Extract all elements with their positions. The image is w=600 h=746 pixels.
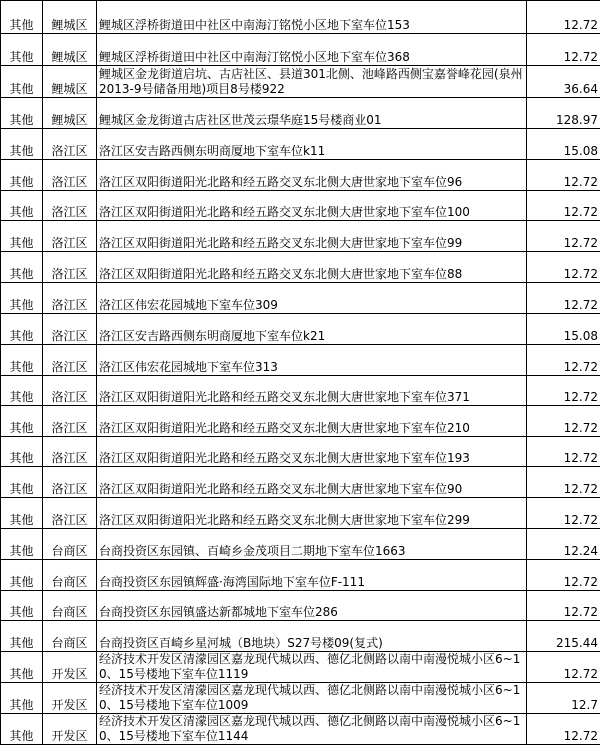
table-row bbox=[1, 221, 600, 252]
category-cell: 其他 bbox=[1, 345, 43, 376]
table-row bbox=[1, 591, 600, 621]
district-cell: 台商区 bbox=[43, 560, 97, 591]
category-cell: 其他 bbox=[1, 1, 43, 34]
description-cell: 洛江区双阳街道阳光北路和经五路交叉东北侧大唐世家地下室车位100 bbox=[97, 191, 527, 221]
amount-cell: 12.72 bbox=[527, 591, 600, 621]
district-cell: 洛江区 bbox=[43, 221, 97, 252]
category-cell: 其他 bbox=[1, 591, 43, 621]
description-cell: 洛江区伟宏花园城地下室车位313 bbox=[97, 345, 527, 376]
category-cell: 其他 bbox=[1, 560, 43, 591]
district-cell: 洛江区 bbox=[43, 191, 97, 221]
amount-cell: 12.72 bbox=[527, 376, 600, 406]
table-row bbox=[1, 34, 600, 66]
district-cell: 台商区 bbox=[43, 621, 97, 652]
district-cell: 台商区 bbox=[43, 591, 97, 621]
description-cell: 台商投资区东园镇、百崎乡金茂项目二期地下室车位1663 bbox=[97, 529, 527, 560]
district-cell: 洛江区 bbox=[43, 283, 97, 314]
category-cell: 其他 bbox=[1, 283, 43, 314]
description-cell: 经济技术开发区清濛园区嘉龙现代城以西、德亿北侧路以南中南漫悦城小区6~10、15号楼地下室车位1144 bbox=[97, 714, 527, 745]
table-row bbox=[1, 129, 600, 160]
amount-cell: 12.24 bbox=[527, 529, 600, 560]
amount-cell: 12.72 bbox=[527, 652, 600, 683]
amount-cell: 12.72 bbox=[527, 191, 600, 221]
district-cell: 鲤城区 bbox=[43, 98, 97, 129]
category-cell: 其他 bbox=[1, 160, 43, 191]
description-cell: 洛江区双阳街道阳光北路和经五路交叉东北侧大唐世家地下室车位88 bbox=[97, 252, 527, 283]
description-cell: 台商投资区东园镇辉盛·海湾国际地下室车位F-111 bbox=[97, 560, 527, 591]
amount-cell: 12.72 bbox=[527, 345, 600, 376]
table-row bbox=[1, 406, 600, 437]
amount-cell: 215.44 bbox=[527, 621, 600, 652]
category-cell: 其他 bbox=[1, 314, 43, 345]
category-cell: 其他 bbox=[1, 621, 43, 652]
description-cell: 鲤城区浮桥街道田中社区中南海汀铭悦小区地下室车位368 bbox=[97, 34, 527, 66]
district-cell: 洛江区 bbox=[43, 498, 97, 529]
description-cell: 经济技术开发区清濛园区嘉龙现代城以西、德亿北侧路以南中南漫悦城小区6~10、15号楼地下室车位1009 bbox=[97, 683, 527, 714]
table-row bbox=[1, 621, 600, 652]
amount-cell: 12.72 bbox=[527, 714, 600, 745]
amount-cell: 12.72 bbox=[527, 560, 600, 591]
district-cell: 开发区 bbox=[43, 714, 97, 745]
category-cell: 其他 bbox=[1, 683, 43, 714]
district-cell: 开发区 bbox=[43, 652, 97, 683]
category-cell: 其他 bbox=[1, 467, 43, 498]
amount-cell: 12.72 bbox=[527, 498, 600, 529]
description-cell: 洛江区双阳街道阳光北路和经五路交叉东北侧大唐世家地下室车位299 bbox=[97, 498, 527, 529]
amount-cell: 12.72 bbox=[527, 406, 600, 437]
table-row bbox=[1, 1, 600, 34]
district-cell: 洛江区 bbox=[43, 467, 97, 498]
table-row bbox=[1, 467, 600, 498]
district-cell: 洛江区 bbox=[43, 160, 97, 191]
amount-cell: 12.72 bbox=[527, 252, 600, 283]
district-cell: 洛江区 bbox=[43, 437, 97, 467]
table-row bbox=[1, 314, 600, 345]
district-cell: 洛江区 bbox=[43, 376, 97, 406]
description-cell: 洛江区双阳街道阳光北路和经五路交叉东北侧大唐世家地下室车位193 bbox=[97, 437, 527, 467]
amount-cell: 12.72 bbox=[527, 221, 600, 252]
amount-cell: 12.72 bbox=[527, 1, 600, 34]
table-row bbox=[1, 98, 600, 129]
amount-cell: 128.97 bbox=[527, 98, 600, 129]
table-row bbox=[1, 683, 600, 714]
category-cell: 其他 bbox=[1, 406, 43, 437]
amount-cell: 12.72 bbox=[527, 34, 600, 66]
amount-cell: 12.7 bbox=[527, 683, 600, 714]
amount-cell: 12.72 bbox=[527, 437, 600, 467]
district-cell: 开发区 bbox=[43, 683, 97, 714]
amount-cell: 12.72 bbox=[527, 467, 600, 498]
table-row bbox=[1, 252, 600, 283]
table-row bbox=[1, 437, 600, 467]
description-cell: 鲤城区浮桥街道田中社区中南海汀铭悦小区地下室车位153 bbox=[97, 1, 527, 34]
district-cell: 鲤城区 bbox=[43, 1, 97, 34]
category-cell: 其他 bbox=[1, 529, 43, 560]
district-cell: 洛江区 bbox=[43, 252, 97, 283]
table-row bbox=[1, 529, 600, 560]
district-cell: 鲤城区 bbox=[43, 34, 97, 66]
district-cell: 洛江区 bbox=[43, 345, 97, 376]
category-cell: 其他 bbox=[1, 98, 43, 129]
description-cell: 鲤城区金龙街道启坑、古店社区、县道301北侧、池峰路西侧宝嘉誉峰花园(泉州2013-9号储备用地)项目8号楼922 bbox=[97, 66, 527, 98]
table-row bbox=[1, 560, 600, 591]
category-cell: 其他 bbox=[1, 252, 43, 283]
table-row bbox=[1, 345, 600, 376]
table-body bbox=[1, 1, 600, 745]
table-row bbox=[1, 652, 600, 683]
amount-cell: 15.08 bbox=[527, 314, 600, 345]
description-cell: 洛江区双阳街道阳光北路和经五路交叉东北侧大唐世家地下室车位96 bbox=[97, 160, 527, 191]
description-cell: 台商投资区百崎乡星河城（B地块）S27号楼09(复式) bbox=[97, 621, 527, 652]
amount-cell: 12.72 bbox=[527, 283, 600, 314]
table-row bbox=[1, 714, 600, 745]
description-cell: 洛江区双阳街道阳光北路和经五路交叉东北侧大唐世家地下室车位210 bbox=[97, 406, 527, 437]
district-cell: 洛江区 bbox=[43, 129, 97, 160]
description-cell: 洛江区双阳街道阳光北路和经五路交叉东北侧大唐世家地下室车位99 bbox=[97, 221, 527, 252]
category-cell: 其他 bbox=[1, 66, 43, 98]
district-cell: 洛江区 bbox=[43, 314, 97, 345]
table-row bbox=[1, 283, 600, 314]
table-row bbox=[1, 376, 600, 406]
description-cell: 台商投资区东园镇盛达新都城地下室车位286 bbox=[97, 591, 527, 621]
category-cell: 其他 bbox=[1, 34, 43, 66]
table-row bbox=[1, 66, 600, 98]
table-row bbox=[1, 191, 600, 221]
description-cell: 洛江区双阳街道阳光北路和经五路交叉东北侧大唐世家地下室车位90 bbox=[97, 467, 527, 498]
table-row bbox=[1, 498, 600, 529]
district-cell: 洛江区 bbox=[43, 406, 97, 437]
category-cell: 其他 bbox=[1, 714, 43, 745]
amount-cell: 15.08 bbox=[527, 129, 600, 160]
description-cell: 洛江区双阳街道阳光北路和经五路交叉东北侧大唐世家地下室车位371 bbox=[97, 376, 527, 406]
category-cell: 其他 bbox=[1, 437, 43, 467]
description-cell: 洛江区安吉路西侧东明商厦地下室车位k11 bbox=[97, 129, 527, 160]
description-cell: 鲤城区金龙街道古店社区世茂云璟华庭15号楼商业01 bbox=[97, 98, 527, 129]
category-cell: 其他 bbox=[1, 498, 43, 529]
district-cell: 鲤城区 bbox=[43, 66, 97, 98]
description-cell: 洛江区伟宏花园城地下室车位309 bbox=[97, 283, 527, 314]
category-cell: 其他 bbox=[1, 129, 43, 160]
description-cell: 经济技术开发区清濛园区嘉龙现代城以西、德亿北侧路以南中南漫悦城小区6~10、15号楼地下室车位1119 bbox=[97, 652, 527, 683]
district-cell: 台商区 bbox=[43, 529, 97, 560]
category-cell: 其他 bbox=[1, 652, 43, 683]
category-cell: 其他 bbox=[1, 191, 43, 221]
table-row bbox=[1, 160, 600, 191]
amount-cell: 12.72 bbox=[527, 160, 600, 191]
category-cell: 其他 bbox=[1, 221, 43, 252]
category-cell: 其他 bbox=[1, 376, 43, 406]
description-cell: 洛江区安吉路西侧东明商厦地下室车位k21 bbox=[97, 314, 527, 345]
amount-cell: 36.64 bbox=[527, 66, 600, 98]
